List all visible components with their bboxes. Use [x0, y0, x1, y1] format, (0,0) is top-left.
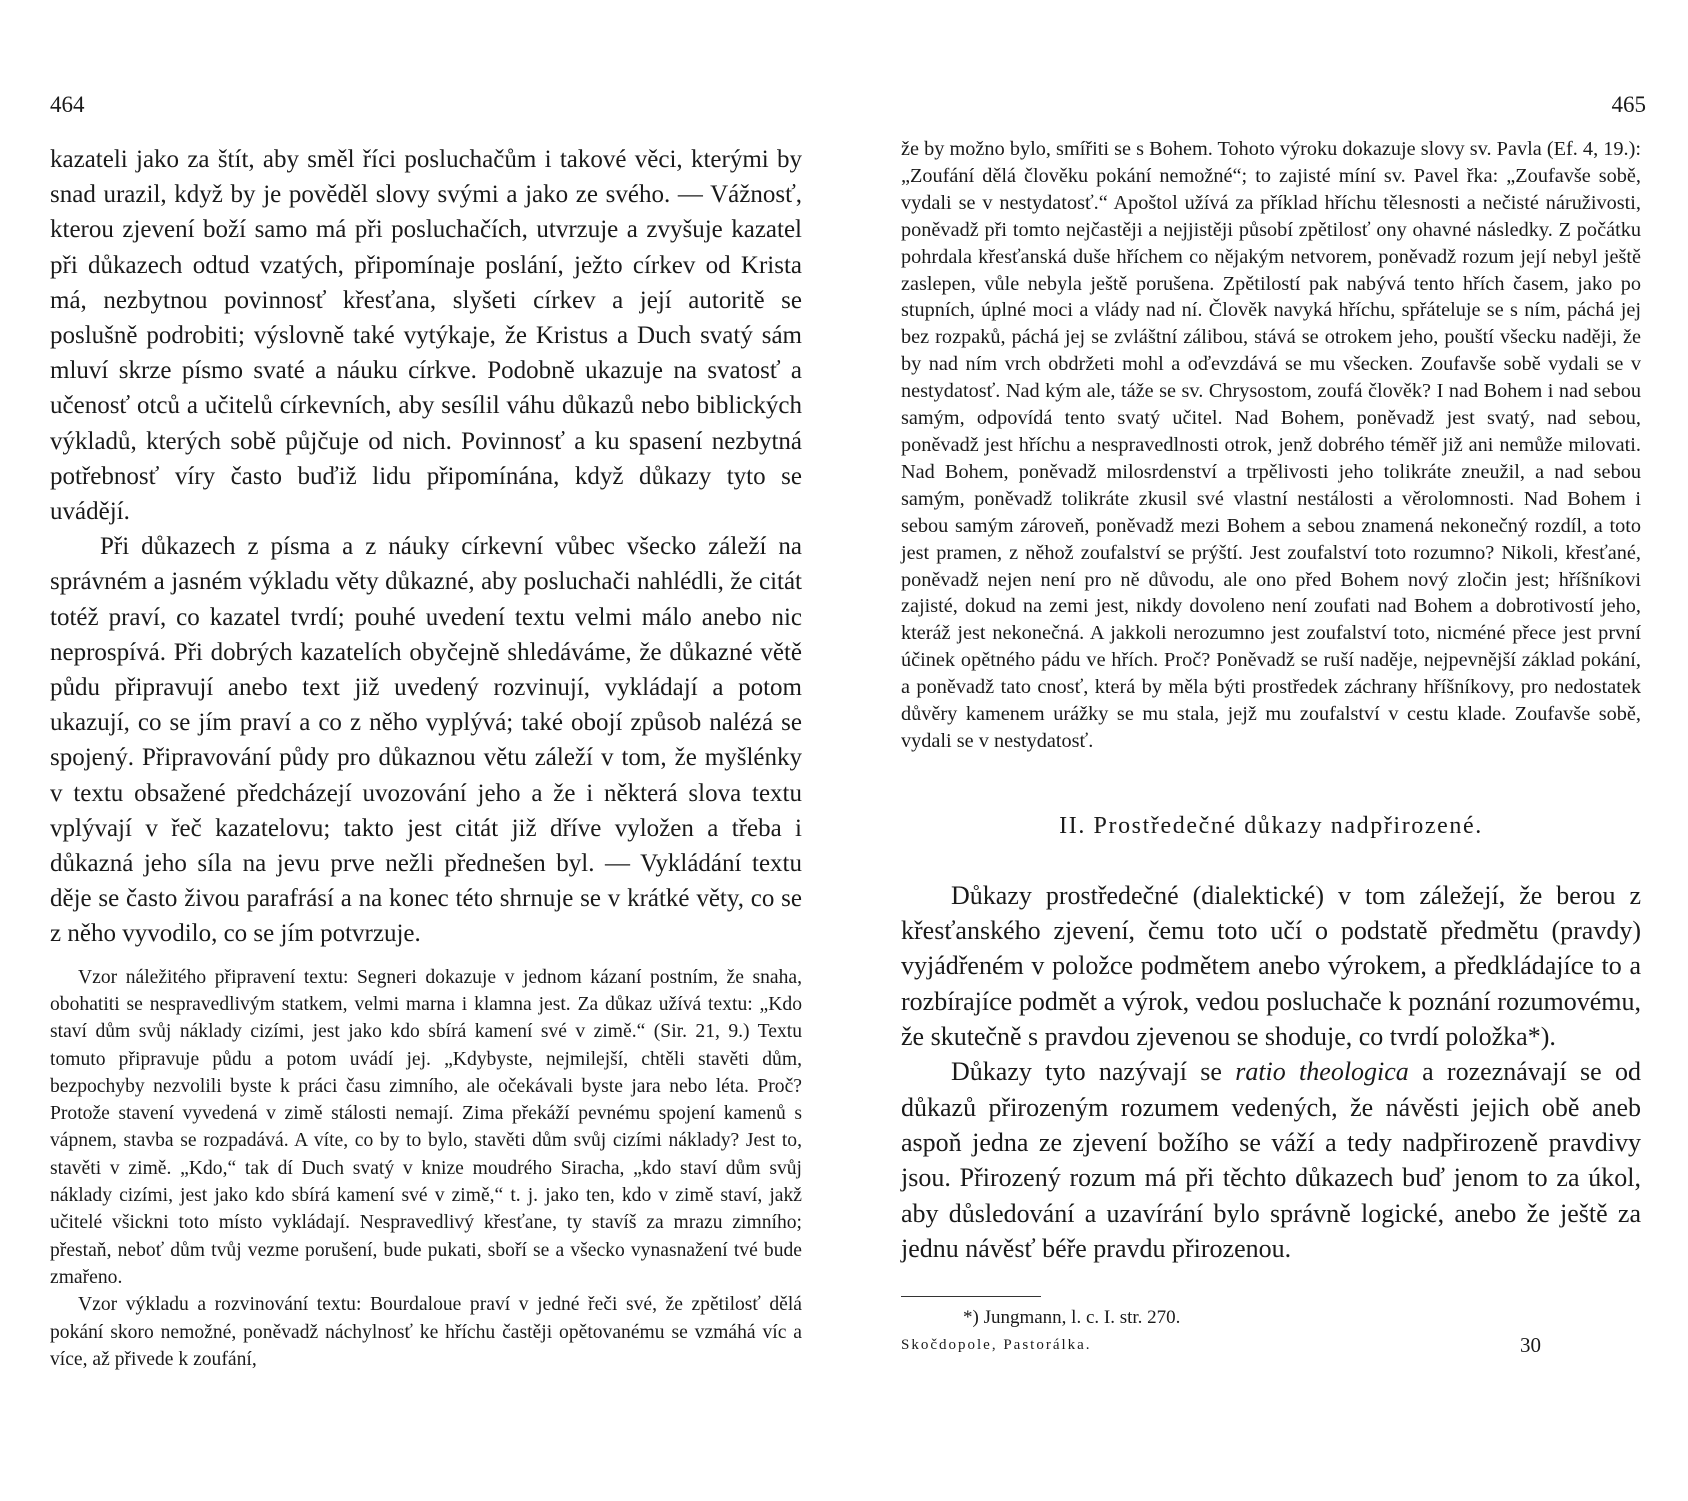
page-number: 464	[50, 92, 85, 117]
paragraph: Při důkazech z písma a z náuky církevní vůbec všecko záleží na správném a jasném výkladu věty důkazné, aby posluchači nahlédli, že citát totéž praví, co kazatel tvrdí; pouhé uvedení textu velmi málo anebo nic neprospívá. Při dobrých kazatelích obyčejně shledáváme, že důkazné větě půdu připravují anebo text již uvedený rozvinují, vykládají a potom ukazují, co se jím praví a co z něho vyplývá; také obojí způsob nalézá se spojený. Připravování půdy pro důkaznou větu záleží v tom, že myšlénky v textu obsažené předcházejí uvozování jeho a že i některá slova textu vplývají v řeč kazatelovu; takto jest citát již dříve vyložen a třeba i důkazná jeho síla na jevu prve nežli přednešen byl. — Vykládání textu děje se často živou parafrásí a na konec této shrnuje se v krátké věty, co se z něho vyvodilo, co se jím potvrzuje.	[50, 533, 802, 948]
left-text-column	[50, 142, 802, 1373]
example-paragraph: Vzor výkladu a rozvinování textu: Bourdaloue praví v jedné řeči své, že zpětilosť dělá pokání skoro nemožné, poněvadž náchylnosť ke hříchu častěji opětovanému se vzmáhá víc a více, až přivede k zoufání,	[50, 1294, 802, 1370]
footnote-rule	[901, 1296, 1041, 1297]
footnote: *) Jungmann, l. c. I. str. 270.	[963, 1307, 1181, 1329]
paragraph: kazateli jako za štít, aby směl říci posluchačům i takové věci, kterými by snad urazil, když by je pověděl slovy svými a jako ze svého. — Vážnosť, kterou zjevení boží samo má při posluchačích, utvrzuje a zvyšuje kazatel při důkazech odtud vzatých, připomínaje poslání, ježto církev od Krista má, nezbytnou povinnosť křesťana, slyšeti církev a její autoritě se poslušně podrobiti; výslovně také vytýkaje, že Kristus a Duch svatý sám mluví skrze písmo svaté a náuku církve. Podobně ukazuje na svatosť a učenosť otců a učitelů církevních, aby sesílil váhu důkazů nebo biblických výkladů, kterých sobě půjčuje od nich. Povinnosť a ku spasení nezbytná potřebnosť víry často buďiž lidu připomínána, když důkazy tyto se uvádějí.	[50, 146, 802, 526]
italic-term: ratio theologica	[1235, 1057, 1409, 1087]
right-text-column	[901, 136, 1641, 1363]
example-paragraph: Vzor náležitého připravení textu: Segneri dokazuje v jednom kázaní postním, že snaha, obohatiti se nespravedlivým statkem, velmi marna i klamna jest. Za důkaz užívá textu: „Kdo staví dům svůj náklady cizími, jest jako kdo sbírá kamení své v zimě.“ (Sir. 21, 9.) Textu tomuto připravuje půdu a potom uvádí jej. „Kdybyste, nejmilejší, chtěli stavěti dům, bezpochyby nezvolili byste k práci času zimního, ale očekávali byste jara nebo léta. Proč? Protože stavení vyvedená v zimě stálosti nemají. Zima překáží pevnému spojení kamenů s vápnem, stavba se rozpadává. A víte, co by to bylo, stavěti dům svůj cizími náklady? Jest to, stavěti v zimě. „Kdo,“ tak dí Duch svatý v knize moudrého Siracha, „kdo staví dům svůj náklady cizími, jest jako kdo sbírá kamení své v zimě,“ t. j. jako ten, kdo v zimě staví, jakž učitelé všickni toto místo vykládají. Nespravedlivý křesťane, ty stavíš za mrazu zimního; přestaň, neboť dům tvůj vezme porušení, bude pukati, sboří se a všecko vynasnažení tvé bude zmařeno.	[50, 966, 802, 1288]
paragraph	[901, 1054, 1641, 1266]
page-number: 465	[1611, 92, 1646, 117]
sheet-number: 30	[1520, 1333, 1541, 1358]
page-footer	[901, 1333, 1641, 1363]
right-page	[844, 0, 1688, 1501]
paragraph-text: Důkazy tyto nazývají se	[951, 1057, 1236, 1087]
signature-mark: Skočdopole, Pastorálka.	[901, 1337, 1092, 1354]
continued-example-paragraph: že by možno bylo, smířiti se s Bohem. Tohoto výroku dokazuje slovy sv. Pavla (Ef. 4, 19.): „Zoufání dělá člověku pokání nemožné“; to zajisté míní sv. Pavel řka: „Zoufavše sobě, vydali se v nestydatosť.“ Apoštol užívá za příklad hříchu tělesnosti a nečisté náruživosti, poněvadž při tomto nejčastěji a nejjistěji působí zpětilosť ony ohavné následky. Z počátku pohrdala křesťanská duše hříchem co nějakým netvorem, poněvadž rozum její nebyl ještě zaslepen, vůle nebyla ještě porušena. Zpětilostí pak nabývá tento hřích časem, jako po stupních, úplné moci a vlády nad ní. Člověk navyká hříchu, spřáteluje se s ním, páchá jej bez rozpaků, páchá jej se zvláštní zálibou, stává se otrokem jeho, pouští všecku naději, že by nad ním vrch obdržeti mohl a oďevzdává se mu všecken. Zoufavše sobě vydali se v nestydatosť. Nad kým ale, táže se sv. Chrysostom, zoufá člověk? I nad Bohem i nad sebou samým, odpovídá tento svatý učitel. Nad Bohem, poněvadž jest svatý, nad sebou, poněvadž jest hříchu a nespravedlnosti otrok, jenž dobrého téměř již ani nemůže milovati. Nad Bohem, poněvadž milosrdenství a trpělivosti jeho tolikráte zneužil, a nad sebou samým, poněvadž tolikráte zkusil své vlastní nestálosti a věrolomnosti. Nad Bohem i sebou samým zároveň, poněvadž mezi Bohem a sebou znamená nekonečný rozdíl, a toto jest pramen, z něhož zoufalství se prýští. Jest zoufalství toto rozumno? Nikoli, křesťané, poněvadž nejen není pro ně důvodu, ale ono před Bohem nový zločin jest; hříšníkovi zajisté, dokud na zemi jest, nikdy dovoleno není zoufati nad Bohem a dobrotivostí jeho, kteráž jest nekonečná. A jakkoli nerozumno jest zoufalství toto, nicméné přece jest první účinek opětného pádu ve hřích. Proč? Poněvadž se ruší naděje, nejpevnější základ pokání, a poněvadž tato cnosť, která by měla býti prostředek záchrany hříšníkovy, pro nedostatek důvěry kamenem urážky se mu stala, jejž mu zoufalství v cestu klade. Zoufavše sobě, vydali se v nestydatosť.	[901, 138, 1641, 752]
paragraph-text: a rozeznávají se od důkazů přirozeným rozumem vedených, že návěsti jejich obě aneb aspoň jedna ze zjevení božího se váží a tedy nadpřirozeně pravdivy jsou. Přirozený rozum má při těchto důkazech buď jenom to za úkol, aby důsledování a uzavírání bylo správně logické, anebo že ještě za jednu návěsť béře pravdu přirozenou.	[901, 1057, 1641, 1263]
section-heading: II. Prostředečné důkazy nadpřirozené.	[1059, 812, 1483, 839]
paragraph: Důkazy prostředečné (dialektické) v tom záležejí, že berou z křesťanského zjevení, čemu toto učí o podstatě předmětu (pravdy) vyjádřeném v položce podmětem anebo výrokem, a předkládajíce to a rozbírajíce podmět a výrok, vedou posluchače k poznání rozumovému, že skutečně s pravdou zjevenou se shoduje, co tvrdí položka*).	[901, 880, 1641, 1052]
